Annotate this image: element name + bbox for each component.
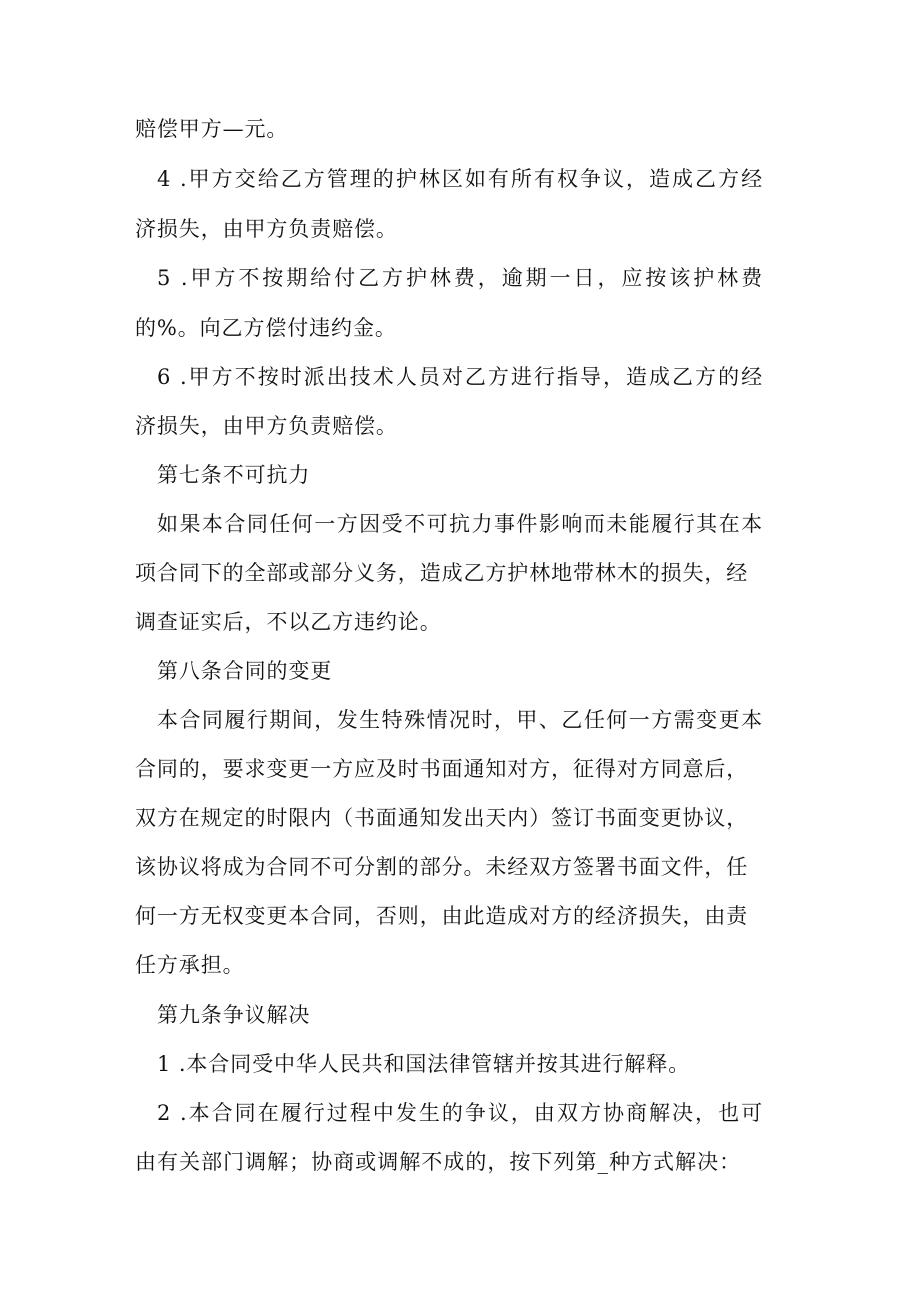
paragraph-line: 如果本合同任何一方因受不可抗力事件影响而未能履行其在本 <box>157 512 763 536</box>
section-heading: 第七条不可抗力 <box>157 463 311 487</box>
list-item-1: 1 .本合同受中华人民共和国法律管辖并按其进行解释。 <box>157 1052 691 1076</box>
paragraph-line: 任方承担。 <box>135 953 245 977</box>
list-item-5: 5 .甲方不按期给付乙方护林费，逾期一日，应按该护林费 <box>157 266 763 290</box>
section-heading: 第九条争议解决 <box>157 1003 311 1027</box>
paragraph-line: 本合同履行期间，发生特殊情况时，甲、乙任何一方需变更本 <box>157 708 763 732</box>
text-line: 济损失，由甲方负责赔偿。 <box>135 414 398 438</box>
paragraph-line: 合同的，要求变更一方应及时书面通知对方，征得对方同意后， <box>135 757 749 781</box>
text-line: 由有关部门调解；协商或调解不成的，按下列第_种方式解决： <box>135 1150 741 1174</box>
list-item-6: 6 .甲方不按时派出技术人员对乙方进行指导，造成乙方的经 <box>157 365 763 389</box>
text-line: 济损失，由甲方负责赔偿。 <box>135 217 398 241</box>
list-item-4: 4 .甲方交给乙方管理的护林区如有所有权争议，造成乙方经 <box>157 167 763 191</box>
paragraph-line: 项合同下的全部或部分义务，造成乙方护林地带林木的损失，经 <box>135 561 749 585</box>
section-heading: 第八条合同的变更 <box>157 659 333 683</box>
paragraph-line: 调查证实后，不以乙方违约论。 <box>135 610 442 634</box>
paragraph-line: 双方在规定的时限内（书面通知发出天内）签订书面变更协议， <box>135 806 749 830</box>
list-item-2: 2 .本合同在履行过程中发生的争议，由双方协商解决，也可 <box>157 1101 763 1125</box>
paragraph-line: 何一方无权变更本合同，否则，由此造成对方的经济损失，由责 <box>135 904 749 928</box>
paragraph-line: 该协议将成为合同不可分割的部分。未经双方签署书面文件，任 <box>135 855 749 879</box>
text-line: 赔偿甲方—元。 <box>135 117 289 141</box>
text-line: 的%。向乙方偿付违约金。 <box>135 316 397 340</box>
